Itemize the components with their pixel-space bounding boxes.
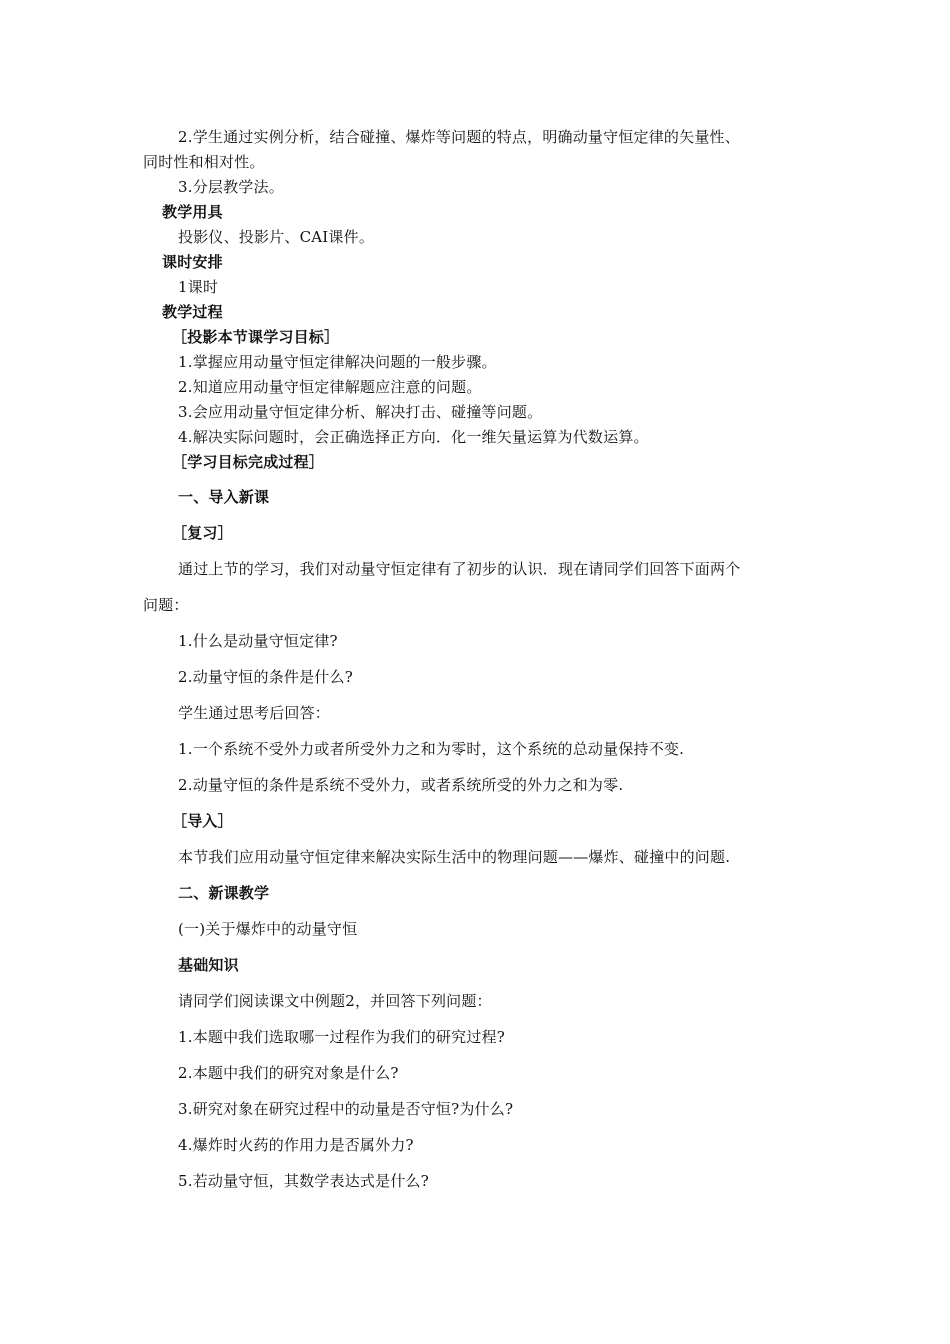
completion-heading: ［学习目标完成过程］ xyxy=(172,453,325,471)
intro-heading: ［导入］ xyxy=(172,812,233,830)
review-question: 2.动量守恒的条件是什么? xyxy=(178,668,353,686)
section-2-subheading: (一)关于爆炸中的动量守恒 xyxy=(178,920,358,938)
goal-item: 2.知道应用动量守恒定律解题应注意的问题。 xyxy=(178,378,482,396)
process-heading: 教学过程 xyxy=(162,303,223,321)
intro-text: 本节我们应用动量守恒定律来解决实际生活中的物理问题——爆炸、碰撞中的问题. xyxy=(178,848,731,866)
answer-item: 2.动量守恒的条件是系统不受外力，或者系统所受的外力之和为零. xyxy=(178,776,624,794)
review-intro-line-2: 问题： xyxy=(143,596,189,614)
teaching-tools-content: 投影仪、投影片、CAI课件。 xyxy=(178,228,375,246)
review-question: 1.什么是动量守恒定律? xyxy=(178,632,338,650)
goal-item: 3.会应用动量守恒定律分析、解决打击、碰撞等问题。 xyxy=(178,403,543,421)
section-1-heading: 一、导入新课 xyxy=(178,488,270,506)
schedule-content: 1课时 xyxy=(178,278,219,296)
basics-question: 4.爆炸时火药的作用力是否属外力? xyxy=(178,1136,414,1154)
answer-intro: 学生通过思考后回答： xyxy=(178,704,331,722)
goals-heading: ［投影本节课学习目标］ xyxy=(172,328,340,346)
schedule-heading: 课时安排 xyxy=(162,253,223,271)
section-2-heading: 二、新课教学 xyxy=(178,884,270,902)
basics-question: 3.研究对象在研究过程中的动量是否守恒?为什么? xyxy=(178,1100,514,1118)
teaching-tools-heading: 教学用具 xyxy=(162,203,223,221)
basics-question: 1.本题中我们选取哪一过程作为我们的研究过程? xyxy=(178,1028,505,1046)
basics-intro: 请同学们阅读课文中例题2，并回答下列问题： xyxy=(178,992,492,1010)
review-heading: ［复习］ xyxy=(172,524,233,542)
basics-question: 5.若动量守恒，其数学表达式是什么? xyxy=(178,1172,429,1190)
review-intro-line-1: 通过上节的学习，我们对动量守恒定律有了初步的认识．现在请同学们回答下面两个 xyxy=(178,560,741,578)
goal-item: 1.掌握应用动量守恒定律解决问题的一般步骤。 xyxy=(178,353,497,371)
method-item-3: 3.分层教学法。 xyxy=(178,178,284,196)
method-item-2-line-1: 2.学生通过实例分析，结合碰撞、爆炸等问题的特点，明确动量守恒定律的矢量性、 xyxy=(178,128,740,146)
method-item-2-line-2: 同时性和相对性。 xyxy=(143,153,265,171)
basics-question: 2.本题中我们的研究对象是什么? xyxy=(178,1064,399,1082)
basics-heading: 基础知识 xyxy=(178,956,239,974)
answer-item: 1.一个系统不受外力或者所受外力之和为零时，这个系统的总动量保持不变. xyxy=(178,740,685,758)
goal-item: 4.解决实际问题时，会正确选择正方向．化一维矢量运算为代数运算。 xyxy=(178,428,649,446)
